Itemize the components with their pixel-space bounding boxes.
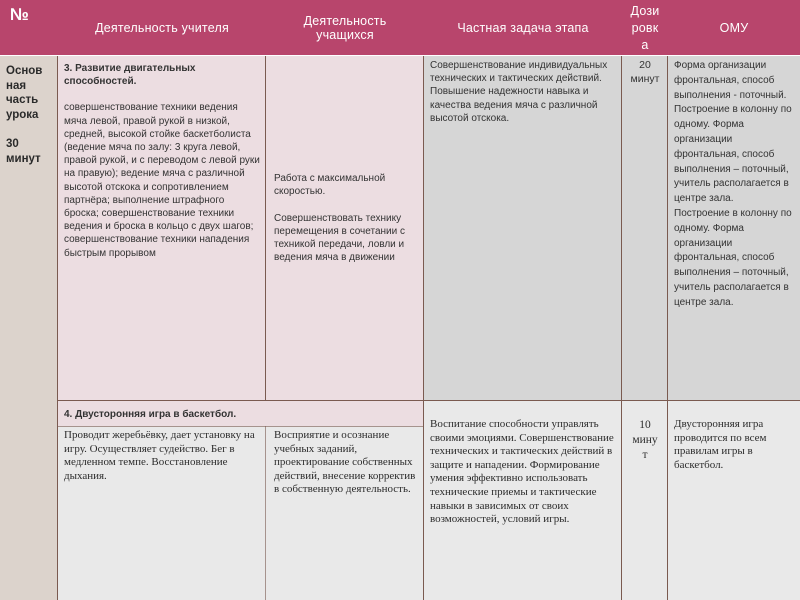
row4-students-cell: Восприятие и осознание учебных заданий, проектирование собственных действий, внесение корректив в собственную деятельность. [266, 426, 424, 600]
grid-line [265, 56, 266, 400]
header-student-activity: Деятельность учащихся [266, 0, 424, 56]
grid-line [58, 426, 424, 427]
header-divider [0, 55, 800, 56]
grid-line [265, 426, 266, 600]
row4-teacher-cell: Проводит жеребьёвку, дает установку на игру. Осуществляет судейство. Бег в медленном темпе. Восстановление дыхания. [58, 426, 266, 600]
grid-line [667, 56, 668, 600]
header-num: № [0, 0, 58, 56]
grid-line [57, 56, 58, 600]
stage-label: Основ ная часть урока 30 минут [0, 56, 58, 600]
grid-line [621, 56, 622, 600]
row4-title: 4. Двусторонняя игра в баскетбол. [58, 400, 424, 426]
row4-dose-cell: 10 мину т [622, 400, 668, 600]
header-omu: ОМУ [668, 0, 800, 56]
grid-line [58, 400, 800, 401]
header-dosage: Дози ровк а [622, 0, 668, 56]
row3-teacher-cell [58, 56, 266, 400]
header-stage-task: Частная задача этапа [424, 0, 622, 56]
row3-dose-cell: 20 минут [622, 56, 668, 400]
row3-students-cell: Работа с максимальной скоростью. Совершенствовать технику перемещения в сочетании с техникой передачи, ловли и ведения мяча в движении [266, 56, 424, 400]
row3-teacher-text: совершенствование техники ведения мяча левой, правой рукой в низкой, средней, высокой стойке баскетболиста (ведение мяча по залу: 3 круга левой, правой рукой, и с переводом с левой руки на правую); ведение мяча с различной высотой отскока и сопротивлением партнёра; выполнение штрафного броска; совершенствование техники ведения и броска в кольцо с двух шагов; совершенствование техники нападения быстрым прорывом [64, 102, 260, 259]
row4-task-cell: Воспитание способности управлять своими эмоциями. Совершенствование технических и тактических действий в защите и нападении. Формирование умения эффективно использовать технические приемы и тактические навыки в зависимых от своих возможностей, условий игры. [424, 400, 622, 600]
row3-task-cell: Совершенствование индивидуальных технических и тактических действий. Повышение надежности навыка и качества ведения мяча с различной высотой отскока. [424, 56, 622, 400]
row3-title: 3. Развитие двигательных способностей. [64, 63, 196, 88]
header-teacher-activity: Деятельность учителя [58, 0, 266, 56]
grid-line [423, 56, 424, 600]
row3-omu-cell: Форма организации фронтальная, способ выполнения - поточный. Построение в колонну по одному. Форма организации фронтальная, способ выполнения – поточный, учитель располагается в центре зала. Построение в колонну по одному. Форма организации фронтальная, способ выполнения – поточный, учитель располагается в центре зала. [668, 56, 800, 400]
row4-omu-cell: Двусторонняя игра проводится по всем правилам игры в баскетбол. [668, 400, 800, 600]
